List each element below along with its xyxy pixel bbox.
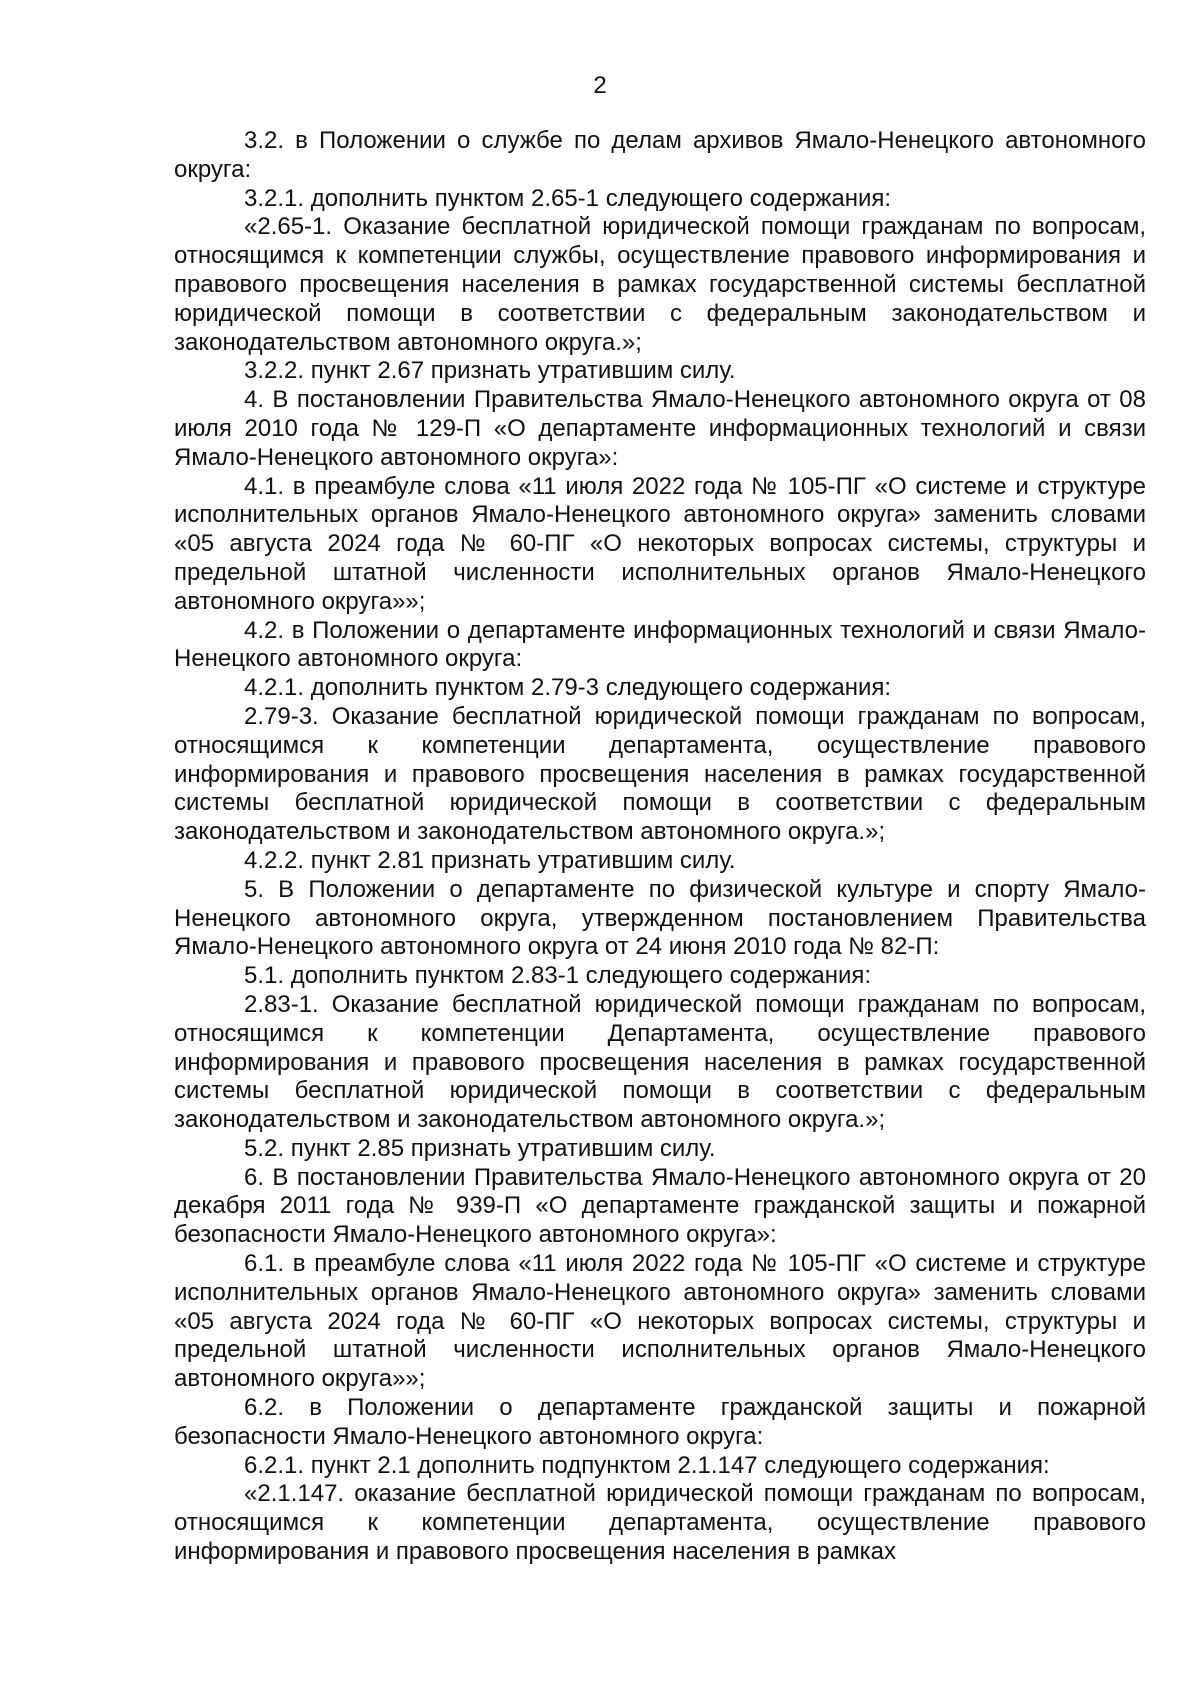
paragraph-2-65-1: «2.65-1. Оказание бесплатной юридической помощи гражданам по вопросам, относящимся к компетенции службы, осуществление правового информирования и правового просвещения населения в рамках государственной системы бесплатной юридической помощи в соответствии с федеральным законодательством и законодательством автономного округа.»; — [174, 213, 1146, 356]
paragraph-5-2: 5.2. пункт 2.85 признать утратившим силу. — [244, 1134, 716, 1162]
paragraph-2-79-3: 2.79-3. Оказание бесплатной юридической помощи гражданам по вопросам, относящимся к компетенции департамента, осуществление правового информирования и правового просвещения населения в рамках государственной системы бесплатной юридической помощи в соответствии с федеральным законодательством и законодательством автономного округа.»; — [174, 702, 1146, 846]
paragraph-4-2-2: 4.2.2. пункт 2.81 признать утратившим силу. — [244, 846, 736, 874]
paragraph-4-2: 4.2. в Положении о департаменте информационных технологий и связи Ямало-Ненецкого автономного округа: — [174, 616, 1146, 673]
paragraph-5: 5. В Положении о департаменте по физической культуре и спорту Ямало-Ненецкого автономного округа, утвержденном постановлением Правительства Ямало-Ненецкого автономного округа от 24 июня 2010 года № 82-П: — [174, 875, 1146, 961]
paragraph-3-2-2: 3.2.2. пункт 2.67 признать утратившим силу. — [244, 357, 736, 385]
paragraph-4: 4. В постановлении Правительства Ямало-Ненецкого автономного округа от 08 июля 2010 года № 129-П «О департаменте информационных технологий и связи Ямало-Ненецкого автономного округа»: — [174, 386, 1146, 471]
paragraph-4-2-1: 4.2.1. дополнить пунктом 2.79-3 следующего содержания: — [244, 674, 892, 702]
paragraph-6-1: 6.1. в преамбуле слова «11 июля 2022 года № 105-ПГ «О системе и структуре исполнительных органов Ямало-Ненецкого автономного округа» заменить словами «05 августа 2024 года № 60-ПГ «О некоторых вопросах системы, структуры и предельной штатной численности исполнительных органов Ямало-Ненецкого автономного округа»»; — [174, 1250, 1146, 1393]
paragraph-2-83-1: 2.83-1. Оказание бесплатной юридической помощи гражданам по вопросам, относящимся к компетенции Департамента, осуществление правового информирования и правового просвещения населения в рамках государственной системы бесплатной юридической помощи в соответствии с федеральным законодательством и законодательством автономного округа.»; — [174, 990, 1146, 1134]
document-body — [174, 127, 1146, 1567]
paragraph-2-1-147: «2.1.147. оказание бесплатной юридической помощи гражданам по вопросам, относящимся к компетенции департамента, осуществление правового информирования и правового просвещения населения в рамках — [174, 1480, 1146, 1566]
paragraph-6: 6. В постановлении Правительства Ямало-Ненецкого автономного округа от 20 декабря 2011 года № 939-П «О департаменте гражданской защиты и пожарной безопасности Ямало-Ненецкого автономного округа»: — [174, 1163, 1146, 1249]
paragraph-3-2: 3.2. в Положении о службе по делам архивов Ямало-Ненецкого автономного округа: — [174, 127, 1146, 183]
paragraph-5-1: 5.1. дополнить пунктом 2.83-1 следующего содержания: — [244, 962, 872, 990]
page-number: 2 — [593, 72, 607, 99]
paragraph-3-2-1: 3.2.1. дополнить пунктом 2.65-1 следующего содержания: — [244, 184, 892, 212]
paragraph-4-1: 4.1. в преамбуле слова «11 июля 2022 года № 105-ПГ «О системе и структуре исполнительных органов Ямало-Ненецкого автономного округа» заменить словами «05 августа 2024 года № 60-ПГ «О некоторых вопросах системы, структуры и предельной штатной численности исполнительных органов Ямало-Ненецкого автономного округа»»; — [174, 472, 1146, 615]
paragraph-6-2-1: 6.2.1. пункт 2.1 дополнить подпунктом 2.1.147 следующего содержания: — [244, 1451, 1050, 1479]
paragraph-6-2: 6.2. в Положении о департаменте гражданской защиты и пожарной безопасности Ямало-Ненецкого автономного округа: — [174, 1394, 1146, 1450]
